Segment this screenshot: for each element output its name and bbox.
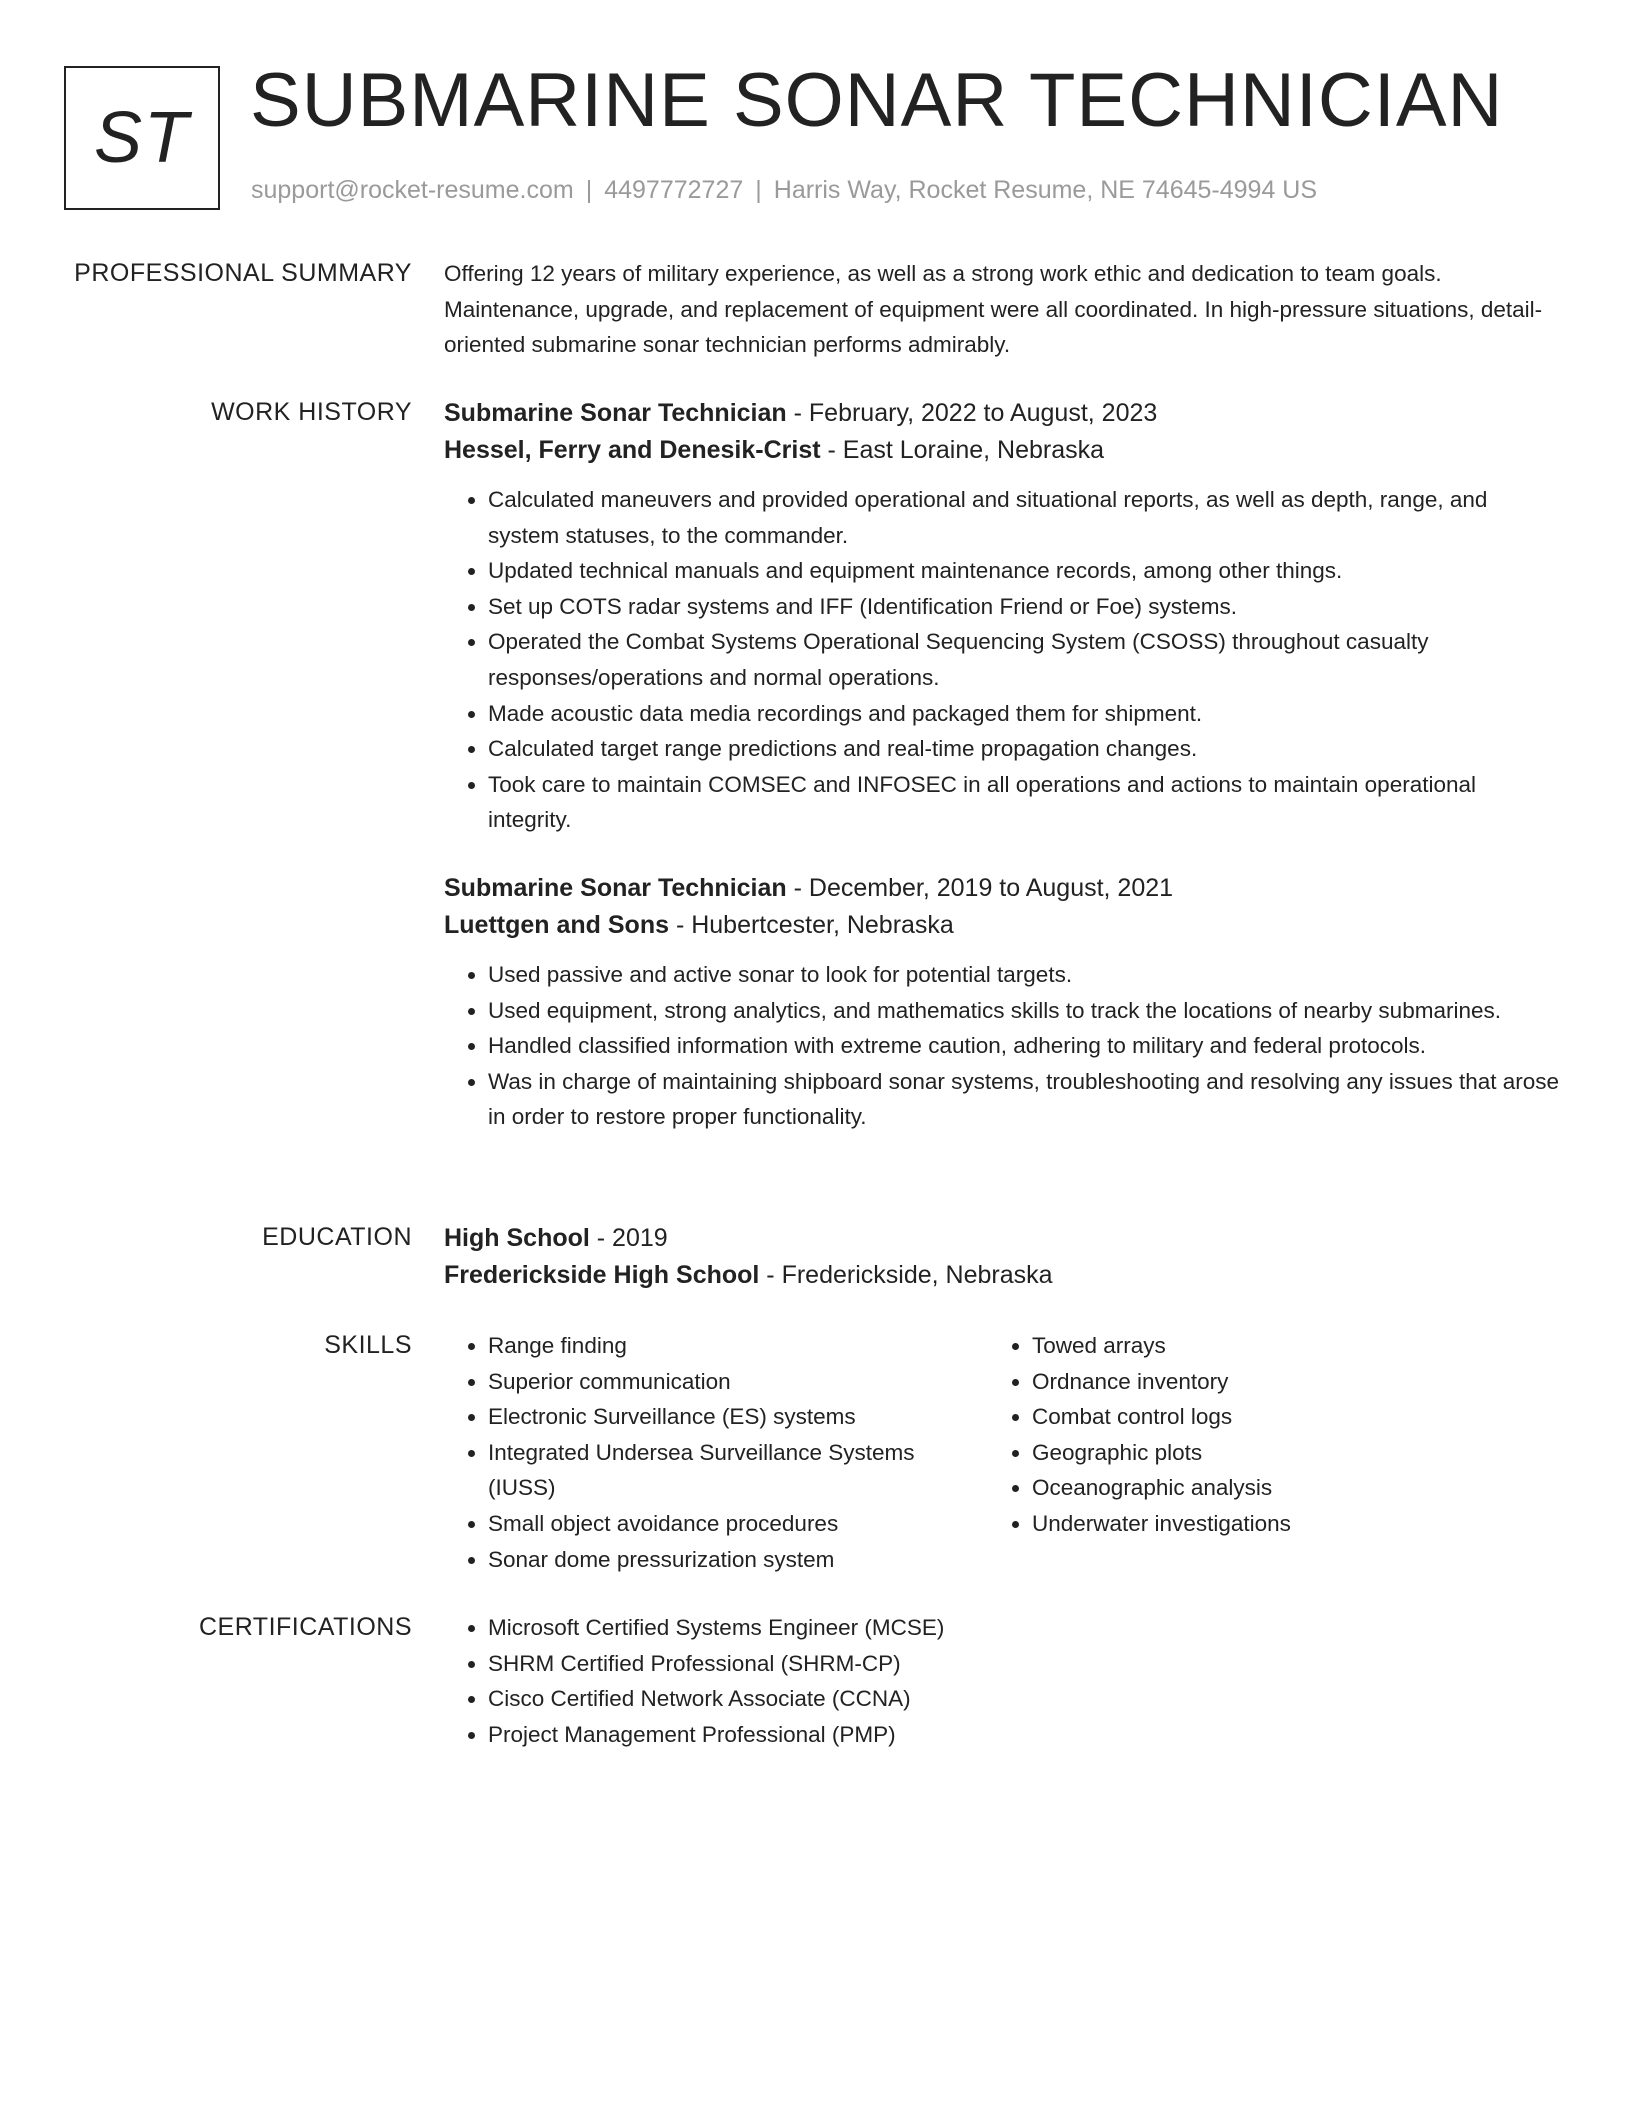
skills-column-left	[444, 1328, 988, 1577]
skill-item: • Ordnance inventory	[1032, 1364, 1532, 1400]
job-title-line	[444, 395, 1560, 432]
job-company-line	[444, 432, 1560, 469]
skills-column-right	[988, 1328, 1532, 1577]
job-location: - Hubertcester, Nebraska	[669, 910, 954, 939]
summary-body	[444, 256, 1560, 363]
job-title-line	[444, 870, 1560, 907]
summary-text: Offering 12 years of military experience, as well as a strong work ethic and dedication to team goals. Maintenance, upgrade, and replacement of equipment were all coordinated. In high-pressure situations, detail-oriented submarine sonar technician performs admirably.	[444, 261, 1543, 358]
work-history-body	[444, 395, 1560, 1135]
job-entry	[444, 395, 1560, 838]
job-company-line	[444, 907, 1560, 944]
skills-body	[444, 1328, 1560, 1577]
certifications-list	[444, 1610, 1288, 1752]
section-title-work-history: WORK HISTORY	[211, 398, 412, 426]
section-title-certifications: CERTIFICATIONS	[198, 1613, 412, 1641]
certification-item: • Microsoft Certified Systems Engineer (MCSE)	[488, 1610, 1288, 1646]
job-bullet: • Operated the Combat Systems Operational Sequencing System (CSOSS) throughout casualty responses/operations and normal operations.	[488, 624, 1560, 695]
contact-address: Harris Way, Rocket Resume, NE 74645-4994 US	[773, 176, 1318, 204]
job-bullet: • Set up COTS radar systems and IFF (Identification Friend or Foe) systems.	[488, 589, 1560, 625]
education-school: Frederickside High School	[444, 1261, 760, 1289]
skill-item: • Electronic Surveillance (ES) systems	[488, 1399, 988, 1435]
skill-item: • Oceanographic analysis	[1032, 1470, 1532, 1506]
contact-email: support@rocket-resume.com	[251, 176, 574, 204]
skill-item: • Range finding	[488, 1328, 988, 1364]
skill-item: • Small object avoidance procedures	[488, 1506, 988, 1542]
contact-separator: |	[755, 176, 762, 204]
certification-item: • SHRM Certified Professional (SHRM-CP)	[488, 1646, 1288, 1682]
skill-item: • Integrated Undersea Surveillance Systems (IUSS)	[488, 1435, 988, 1506]
skill-item: • Underwater investigations	[1032, 1506, 1532, 1542]
monogram-box	[64, 66, 220, 210]
job-bullet: • Used passive and active sonar to look for potential targets.	[488, 957, 1560, 993]
education-location: - Frederickside, Nebraska	[759, 1261, 1053, 1289]
monogram-initials: ST	[93, 98, 190, 178]
resume-name: SUBMARINE SONAR TECHNICIAN	[250, 58, 1504, 143]
education-body	[444, 1220, 1560, 1294]
skill-item: • Towed arrays	[1032, 1328, 1532, 1364]
job-bullet: • Calculated target range predictions and real-time propagation changes.	[488, 731, 1560, 767]
job-entry	[444, 870, 1560, 1135]
section-title-summary: PROFESSIONAL SUMMARY	[74, 259, 412, 287]
skill-item: • Geographic plots	[1032, 1435, 1532, 1471]
job-dates: - February, 2022 to August, 2023	[786, 399, 1158, 427]
certifications-body	[444, 1610, 1560, 1752]
section-title-skills: SKILLS	[324, 1331, 412, 1359]
job-location: - East Loraine, Nebraska	[820, 436, 1105, 464]
skill-item: • Superior communication	[488, 1364, 988, 1400]
certification-item: • Project Management Professional (PMP)	[488, 1717, 1288, 1753]
certification-item: • Cisco Certified Network Associate (CCNA)	[488, 1681, 1288, 1717]
job-bullet: • Made acoustic data media recordings and packaged them for shipment.	[488, 696, 1560, 732]
job-company: Hessel, Ferry and Denesik-Crist	[444, 436, 821, 464]
job-bullet: • Took care to maintain COMSEC and INFOSEC in all operations and actions to maintain operational integrity.	[488, 767, 1560, 838]
job-bullets	[444, 957, 1560, 1135]
contact-line	[251, 175, 1317, 205]
job-bullet: • Was in charge of maintaining shipboard sonar systems, troubleshooting and resolving any issues that arose in order to restore proper functionality.	[488, 1064, 1560, 1135]
contact-separator: |	[585, 176, 593, 204]
certifications-list-wrap	[444, 1610, 1560, 1752]
job-bullet: • Calculated maneuvers and provided operational and situational reports, as well as depth, range, and system statuses, to the commander.	[488, 482, 1560, 553]
education-degree-line	[444, 1220, 1560, 1257]
job-role: Submarine Sonar Technician	[444, 873, 787, 902]
job-company: Luettgen and Sons	[444, 910, 669, 939]
contact-phone: 4497772727	[604, 176, 744, 204]
skill-item: • Sonar dome pressurization system	[488, 1542, 988, 1578]
skill-item: • Combat control logs	[1032, 1399, 1532, 1435]
job-role: Submarine Sonar Technician	[444, 399, 787, 427]
job-bullet: • Handled classified information with extreme caution, adhering to military and federal protocols.	[488, 1028, 1560, 1064]
education-degree: High School	[444, 1224, 590, 1252]
education-year: - 2019	[589, 1224, 668, 1252]
education-school-line	[444, 1257, 1560, 1294]
job-bullets	[444, 482, 1560, 838]
skills-columns	[444, 1328, 1560, 1577]
section-title-education: EDUCATION	[262, 1223, 412, 1251]
job-dates: - December, 2019 to August, 2021	[786, 873, 1174, 902]
job-bullet: • Updated technical manuals and equipment maintenance records, among other things.	[488, 553, 1560, 589]
job-bullet: • Used equipment, strong analytics, and mathematics skills to track the locations of nearby submarines.	[488, 993, 1560, 1029]
